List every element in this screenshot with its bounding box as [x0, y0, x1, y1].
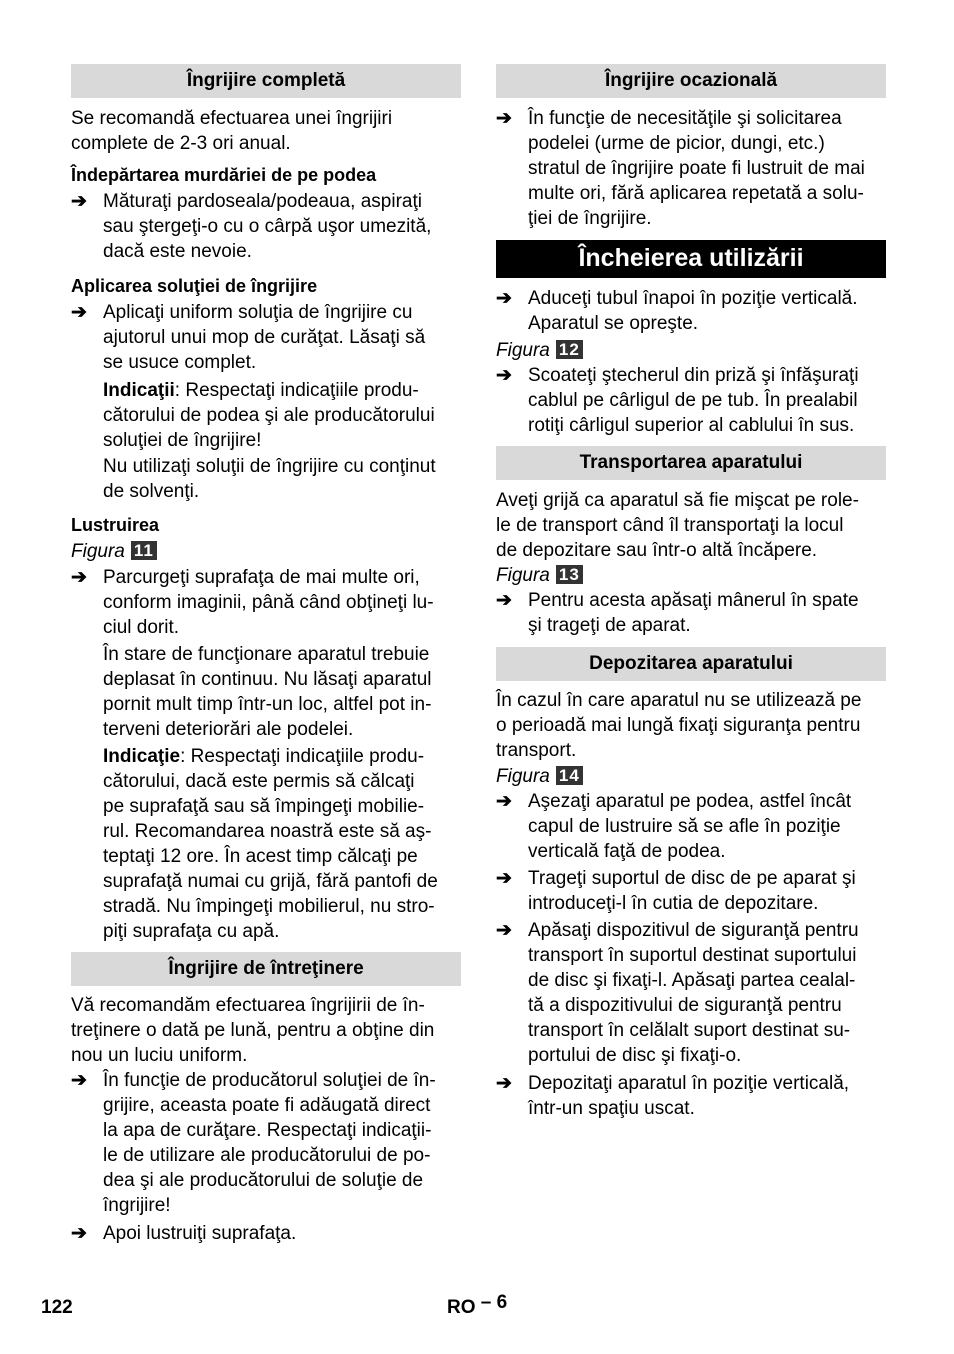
arrow-icon: ➔ — [496, 365, 512, 386]
text-line: teptaţi 12 ore. În acest timp călcaţi pe — [103, 846, 418, 867]
note-extra — [103, 454, 436, 504]
text-line: Aduceţi tubul înapoi în poziţie verticală. — [528, 288, 858, 309]
arrow-icon: ➔ — [496, 920, 512, 941]
text-line: pe suprafaţă sau să împingeţi mobilie- — [103, 796, 425, 817]
text-line: ciul dorit. — [103, 617, 180, 638]
text-line: Aveţi grijă ca aparatul să fie mişcat pe role- — [496, 490, 859, 511]
text-line: într-un spaţiu uscat. — [528, 1098, 695, 1119]
text-line: stradă. Nu împingeţi mobilierul, nu stro- — [103, 896, 435, 917]
arrow-icon: ➔ — [71, 302, 87, 323]
text-line: şi trageţi de aparat. — [528, 615, 691, 636]
text-line: complete de 2-3 ori anual. — [71, 133, 291, 154]
text-line: capul de lustruire să se afle în poziţie — [528, 816, 841, 837]
figure-number-badge: 13 — [556, 565, 583, 584]
text-line: Aşezaţi aparatul pe podea, astfel încât — [528, 791, 852, 812]
text-line: transport în celălalt suport destinat su- — [528, 1020, 851, 1041]
text-line: Măturaţi pardoseala/podeaua, aspiraţi — [103, 191, 422, 212]
text-line: terveni deteriorări ale podelei. — [103, 719, 354, 740]
figure-reference: Figura 14 — [496, 764, 583, 789]
figure-number-badge: 11 — [131, 541, 157, 560]
text-line: Pentru acesta apăsaţi mânerul în spate — [528, 590, 859, 611]
text-line: treţinere o dată pe lună, pentru a obţine din — [71, 1020, 435, 1041]
text-line: grijire, aceasta poate fi adăugată direct — [103, 1095, 431, 1116]
note-block: Indicaţie: Respectaţi indicaţiile produ- cătorului, dacă este permis să călcaţi pe suprafaţă sau să împingeţi mobilie- rul. Recomandarea noastră este să aş- teptaţi 12 ore. În acest timp călcaţi pe suprafaţă numai cu grijă, fără pantofi de stradă. Nu împingeţi mobilierul, nu stro- piţi suprafaţa cu apă. — [103, 746, 438, 942]
text-line: piţi suprafaţa cu apă. — [103, 921, 280, 942]
text-line: Depozitaţi aparatul în poziţie verticală, — [528, 1073, 850, 1094]
arrow-icon: ➔ — [496, 288, 512, 309]
text-line: Scoateţi ştecherul din priză şi înfăşuraţi — [528, 365, 859, 386]
text-line: multe ori, fără aplicarea repetată a solu- — [528, 183, 864, 204]
text-line: îngrijire! — [103, 1195, 171, 1216]
paragraph — [71, 106, 392, 156]
section-heading-maintenance: Îngrijire de întreţinere — [71, 952, 461, 986]
text-line: rotiţi cârligul superior al cablului în sus. — [528, 415, 855, 436]
text-line: stratul de îngrijire poate fi lustruit de mai — [528, 158, 865, 179]
figure-reference: Figura 11 — [71, 539, 157, 564]
text-line: dea şi ale producătorului de soluţie de — [103, 1170, 424, 1191]
arrow-icon: ➔ — [496, 1073, 512, 1094]
subheading-apply-solution: Aplicarea soluţiei de îngrijire — [71, 276, 318, 296]
paragraph — [496, 488, 859, 563]
text-line: transport. — [496, 740, 577, 761]
text-line: de depozitare sau într-o altă încăpere. — [496, 540, 818, 561]
polish-extra — [103, 642, 432, 742]
text-line: Aplicaţi uniform soluţia de îngrijire cu — [103, 302, 413, 323]
subheading-polishing: Lustruirea — [71, 515, 160, 535]
figure-reference: Figura 13 — [496, 563, 583, 588]
note-label: Indicaţie — [103, 746, 181, 767]
text-line: tă a dispozitivului de siguranţă pentru — [528, 995, 842, 1016]
text-line: În stare de funcţionare aparatul trebuie — [103, 644, 430, 665]
text-line: le de utilizare ale producătorului de po- — [103, 1145, 431, 1166]
paragraph — [496, 688, 861, 763]
page-number: 122 — [41, 1297, 73, 1318]
chapter-heading-end-use: Încheierea utilizării — [496, 240, 886, 278]
text-line: Parcurgeţi suprafaţa de mai multe ori, — [103, 567, 420, 588]
text-line: introduceţi-l în cutia de depozitare. — [528, 893, 819, 914]
text-line: conform imaginii, până când obţineţi lu- — [103, 592, 434, 613]
text-line: ţiei de îngrijire. — [528, 208, 652, 229]
text-line: pornit mult timp într-un loc, altfel pot in- — [103, 694, 432, 715]
text-line: Apăsaţi dispozitivul de siguranţă pentru — [528, 920, 859, 941]
text-line: Nu utilizaţi soluţii de îngrijire cu conţinut — [103, 456, 436, 477]
arrow-icon: ➔ — [496, 868, 512, 889]
text-line: cătorului, dacă este permis să călcaţi — [103, 771, 415, 792]
subheading-dirt-removal: Îndepărtarea murdăriei de pe podea — [71, 165, 377, 185]
arrow-icon: ➔ — [71, 567, 87, 588]
paragraph — [71, 993, 434, 1068]
section-heading-storage: Depozitarea aparatului — [496, 647, 886, 681]
text-line: suprafaţă numai cu grijă, fără pantofi de — [103, 871, 438, 892]
note-block: Indicaţii: Respectaţi indicaţiile produ- cătorului de podea şi ale producătorului soluţiei de îngrijire! — [103, 380, 435, 451]
text-line: portului de disc şi fixaţi-o. — [528, 1045, 742, 1066]
text-line: podelei (urme de picior, dungi, etc.) — [528, 133, 825, 154]
text-line: transport în suportul destinat suportului — [528, 945, 857, 966]
text-line: Trageţi suportul de disc de pe aparat şi — [528, 868, 856, 889]
text-line: nou un luciu uniform. — [71, 1045, 248, 1066]
note-label: Indicaţii — [103, 380, 175, 401]
text-line: cablul pe cârligul de pe tub. În prealabil — [528, 390, 858, 411]
language-page-marker: RO – 6 — [447, 1292, 508, 1318]
arrow-icon: ➔ — [71, 1223, 87, 1244]
arrow-icon: ➔ — [496, 590, 512, 611]
text-line: În funcţie de necesităţile şi solicitarea — [528, 108, 842, 129]
arrow-icon: ➔ — [496, 791, 512, 812]
figure-number-badge: 14 — [556, 766, 583, 785]
section-heading-transport: Transportarea aparatului — [496, 446, 886, 480]
text-line: ajutorul unui mop de curăţat. Lăsaţi să — [103, 327, 426, 348]
text-line: Aparatul se opreşte. — [528, 313, 699, 334]
arrow-icon: ➔ — [71, 1070, 87, 1091]
figure-reference: Figura 12 — [496, 338, 583, 363]
text-line: de solvenţi. — [103, 481, 200, 502]
text-line: Se recomandă efectuarea unei îngrijiri — [71, 108, 393, 129]
text-line: dacă este nevoie. — [103, 241, 252, 262]
text-line: la apa de curăţare. Respectaţi indicaţii- — [103, 1120, 432, 1141]
text-line: În funcţie de producătorul soluţiei de în- — [103, 1070, 436, 1091]
text-line: sau ştergeţi-o cu o cârpă uşor umezită, — [103, 216, 432, 237]
text-line: Apoi lustruiţi suprafaţa. — [103, 1223, 297, 1244]
text-line: Vă recomandăm efectuarea îngrijirii de în- — [71, 995, 425, 1016]
text-line: o perioadă mai lungă fixaţi siguranţa pentru — [496, 715, 861, 736]
text-line: În cazul în care aparatul nu se utilizează pe — [496, 690, 862, 711]
text-line: cătorului de podea şi ale producătorului — [103, 405, 435, 426]
section-heading-occasional: Îngrijire ocazională — [496, 64, 886, 98]
section-heading-full-care: Îngrijire completă — [71, 64, 461, 98]
text-line: le de transport când îl transportaţi la locul — [496, 515, 844, 536]
arrow-icon: ➔ — [496, 108, 512, 129]
text-line: rul. Recomandarea noastră este să aş- — [103, 821, 432, 842]
text-line: deplasat în continuu. Nu lăsaţi aparatul — [103, 669, 432, 690]
text-line: verticală faţă de podea. — [528, 841, 726, 862]
text-line: se usuce complet. — [103, 352, 257, 373]
text-line: de disc şi fixaţi-l. Apăsaţi partea cealal- — [528, 970, 856, 991]
figure-number-badge: 12 — [556, 340, 583, 359]
text-line: soluţiei de îngrijire! — [103, 430, 262, 451]
arrow-icon: ➔ — [71, 191, 87, 212]
